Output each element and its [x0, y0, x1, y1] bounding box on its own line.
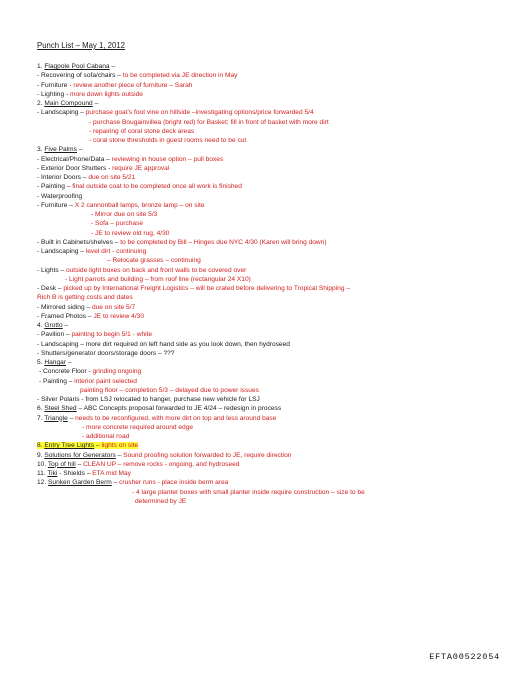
section-heading: Top of hill	[47, 460, 76, 468]
item-text: –	[62, 322, 69, 329]
status-note: - coral stone thresholds in guest rooms need to be cut	[89, 137, 247, 144]
status-note: - purchase Bougainvillea (bright red) for Basket; fill in front of basket with more dirt	[89, 118, 329, 126]
list-line	[37, 478, 502, 487]
list-line	[37, 192, 502, 201]
item-text: –	[94, 442, 102, 450]
list-line	[37, 358, 502, 367]
section-heading: Tiki	[47, 470, 58, 477]
item-text: 6.	[37, 405, 45, 413]
status-note: - more concrete required around edge	[82, 423, 194, 431]
status-note: - JE to review old rug, 4/30	[91, 229, 170, 237]
item-text: - Built in Cabinets/shelves –	[37, 238, 121, 246]
item-text: - Silver Polaris - from LSJ relocated to hanger, purchase new vehicle for LSJ	[37, 396, 260, 403]
list-line	[37, 108, 502, 117]
item-text: 8.	[37, 442, 45, 450]
item-text: - Framed Photos –	[37, 312, 94, 320]
item-text: –	[76, 146, 83, 154]
item-text: 1.	[37, 63, 45, 70]
item-text: - Electrical/Phone/Data –	[37, 155, 112, 163]
list-line	[37, 414, 502, 423]
item-text: –	[111, 479, 120, 487]
list-line	[37, 238, 502, 247]
highlighted-item	[37, 442, 138, 449]
item-text: - Exterior Door Shutters -	[37, 164, 113, 172]
item-text: –	[75, 460, 84, 468]
item-text: - Painting –	[39, 377, 75, 385]
item-text: - Landscaping – more dirt required on left hand side as you look down, then hydroseed	[37, 340, 290, 348]
list-line	[37, 127, 502, 136]
list-line	[37, 395, 502, 404]
status-note: picked up by International Freight Logistics – will be crated before delivering to Tropical Shipping –	[63, 285, 351, 292]
list-line	[37, 266, 502, 275]
list-line	[37, 460, 502, 469]
list-line	[37, 90, 502, 99]
list-line	[37, 201, 502, 210]
list-line	[37, 136, 502, 145]
status-note: CLEAN UP – remove rocks - ongoing, and hydroseed	[83, 460, 240, 468]
item-text: 9.	[37, 451, 45, 459]
section-heading: Hangar	[44, 359, 66, 366]
status-note: due on site 5/21	[88, 174, 136, 181]
item-text: 7.	[37, 414, 45, 422]
status-note: final outside coat to be completed once all work is finished	[72, 183, 242, 191]
punch-list-items	[37, 62, 502, 506]
list-line	[37, 423, 502, 432]
item-text: - Concrete Floor -	[39, 368, 93, 376]
status-note: more down lights outside	[70, 90, 143, 98]
list-line	[37, 340, 502, 349]
status-note: painting to begin 5/1 - white	[71, 331, 153, 339]
list-line	[37, 432, 502, 441]
list-line	[37, 256, 502, 265]
status-note: X 2 cannonball lamps, bronze lamp – on site	[74, 201, 205, 209]
item-text: -	[91, 211, 96, 218]
document-title: Punch List – May 1, 2012	[37, 41, 125, 50]
item-text: –	[109, 63, 116, 70]
list-line	[37, 349, 502, 358]
status-note: grinding ongoing	[92, 368, 142, 376]
item-text: - Furniture –	[37, 201, 75, 209]
item-text: - Mirrored siding –	[37, 303, 92, 311]
item-text: - Shields –	[57, 470, 93, 477]
status-note: needs to be reconfigured, with more dirt on top and less around base	[75, 414, 277, 422]
list-line	[37, 488, 502, 497]
list-line	[37, 404, 502, 413]
status-note: due on site 5/7	[91, 303, 136, 311]
item-text: - Recovering of sofa/chairs –	[37, 72, 123, 80]
section-heading: Steel Shed	[44, 405, 77, 413]
status-note: to be completed by Bill – Hinges due NYC 4/30 (Karen will bring down)	[120, 238, 327, 246]
status-note: Mirror due on site 5/3	[95, 211, 158, 218]
list-line	[37, 81, 502, 90]
list-line	[37, 293, 502, 302]
item-text: - Landscaping –	[37, 109, 86, 117]
list-line	[37, 229, 502, 238]
status-note: JE to review 4/30	[93, 312, 145, 320]
list-line	[37, 312, 502, 321]
section-heading: Triangle	[44, 414, 68, 422]
item-text: 5.	[37, 359, 45, 366]
status-note: review another piece of furniture – Sarah	[73, 81, 193, 89]
list-line	[37, 164, 502, 173]
status-note: outside light boxes on back and front walls to be covered over	[65, 266, 247, 274]
status-note: - additional road	[82, 433, 130, 440]
section-heading: Solutions for Generators	[44, 451, 116, 459]
list-line	[37, 210, 502, 219]
item-text: 11.	[37, 470, 48, 477]
list-line	[37, 145, 502, 154]
list-line	[37, 155, 502, 164]
section-heading: Flagpole Pool Cabana	[44, 63, 110, 70]
status-note: reviewing in house option – pull boxes	[111, 155, 224, 163]
punch-list-document	[37, 41, 502, 506]
item-text: – ABC Concepts proposal forwarded to JE 4/24 – redesign in process	[76, 405, 282, 413]
list-line	[37, 62, 502, 71]
list-line	[37, 71, 502, 80]
list-line	[37, 441, 502, 450]
item-text: –	[67, 414, 76, 422]
item-text: - Waterproofing	[37, 192, 83, 200]
list-line	[37, 469, 502, 478]
item-text: - Lighting -	[37, 90, 70, 98]
status-note: Sound proofing solution forwarded to JE, require direction	[123, 451, 292, 459]
list-line	[37, 451, 502, 460]
item-text: - Furniture -	[37, 81, 74, 89]
item-text: 4.	[37, 322, 45, 329]
item-text: - Desk –	[37, 285, 64, 292]
status-note: interior paint selected	[74, 377, 137, 385]
status-note: Rich B is getting costs and dates	[37, 294, 133, 302]
item-text: –	[115, 451, 124, 459]
list-line	[37, 321, 502, 330]
list-line	[37, 330, 502, 339]
list-line	[37, 367, 502, 376]
status-note: determined by JE	[135, 497, 187, 505]
list-line	[37, 303, 502, 312]
section-heading: Entry Tree Lights	[44, 442, 95, 450]
item-text: - Shutters/generator doors/storage doors – ???	[37, 349, 175, 357]
list-line	[37, 182, 502, 191]
status-note: to be completed via JE direction in May	[122, 72, 238, 80]
list-line	[37, 99, 502, 108]
list-line	[37, 386, 502, 395]
section-heading: Grotto	[44, 322, 63, 329]
item-text: - Interior Doors –	[37, 174, 89, 181]
status-note: level dirt - continuing	[85, 248, 147, 255]
item-text: - Pavilion –	[37, 331, 72, 339]
item-text: –	[92, 100, 99, 107]
list-line	[37, 284, 502, 293]
item-text: 12.	[37, 479, 48, 487]
status-note: crusher runs - place inside berm area	[119, 479, 229, 487]
status-note: painting floor – completion 5/3 – delayed due to power issues	[80, 386, 259, 394]
list-line	[37, 118, 502, 127]
list-line	[37, 275, 502, 284]
section-heading: Five Palms	[44, 146, 77, 154]
status-note: - repairing of coral stone deck areas	[89, 127, 195, 135]
item-text: 3.	[37, 146, 45, 154]
status-note: purchase goat’s foot vine on hillside –investigating options/price forwarded 5/4	[85, 109, 314, 117]
status-note: – Relocate grasses – continuing	[107, 257, 201, 265]
bates-number: EFTA00522054	[429, 652, 500, 662]
list-line	[37, 219, 502, 228]
item-text: - Lights –	[37, 266, 66, 274]
item-text: - Painting –	[37, 183, 73, 191]
list-line	[37, 173, 502, 182]
item-text: 2.	[37, 100, 45, 107]
list-line	[37, 377, 502, 386]
status-note: - 4 large planter boxes with small planter inside require construction – size to be	[132, 488, 365, 496]
section-heading: Main Compound	[44, 100, 93, 107]
item-text: –	[65, 359, 72, 366]
status-note: - Light parrots and building – from roof line (rectangular 24 X10)	[65, 275, 251, 283]
item-text: 10.	[37, 460, 48, 468]
section-heading: Sunken Garden Berm	[48, 479, 112, 487]
status-note: lights on site	[101, 442, 139, 450]
status-note: ETA mid May	[92, 470, 131, 477]
list-line	[37, 497, 502, 506]
status-note: - Sofa – purchase	[91, 220, 144, 228]
list-line	[37, 247, 502, 256]
item-text: - Landscaping –	[37, 248, 86, 255]
status-note: require JE approval	[112, 164, 170, 172]
